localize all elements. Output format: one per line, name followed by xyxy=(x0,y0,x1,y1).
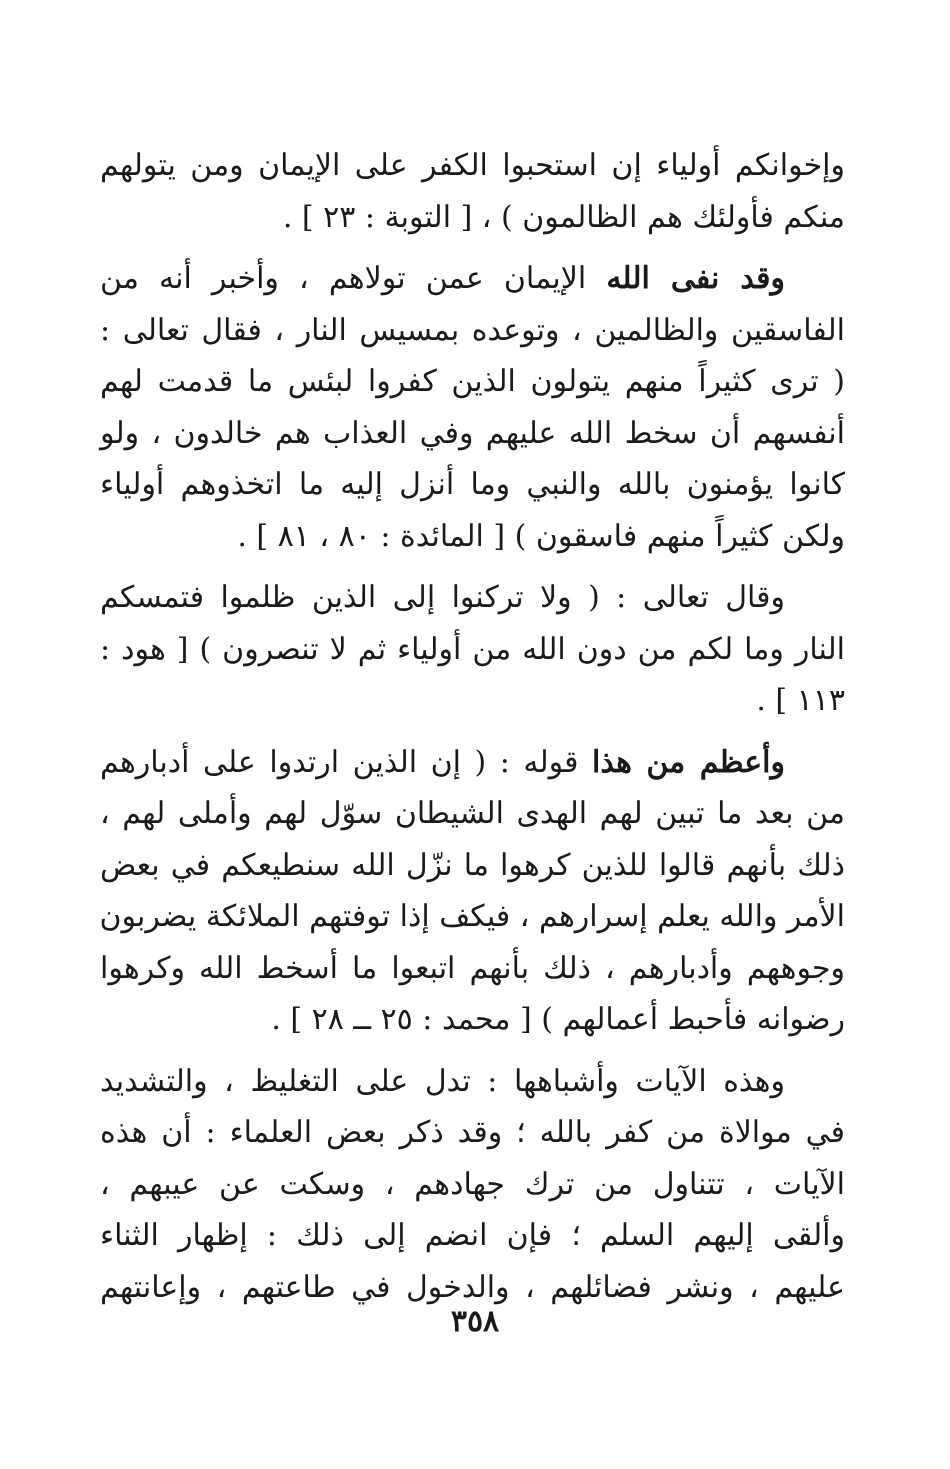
text-line: من بعد ما تبين لهم الهدى الشيطان سوّل لهم وأملى لهم ، xyxy=(100,796,845,831)
text-line-first xyxy=(100,1056,845,1108)
paragraph-5 xyxy=(100,1056,845,1314)
text-line: ( ترى كثيراً منهم يتولون الذين كفروا لبئس ما قدمت لهم xyxy=(100,364,845,399)
text-line-first xyxy=(100,572,845,624)
text-line: النار وما لكم من دون الله من أولياء ثم لا تنصرون ) [ هود : xyxy=(100,631,845,667)
paragraph-3 xyxy=(100,572,845,727)
text-line: رضوانه فأحبط أعمالهم ) [ محمد : ٢٥ ــ ٢٨ ] . xyxy=(271,1002,845,1037)
text-line: وألقى إليهم السلم ؛ فإن انضم إلى ذلك : إظهار الثناء xyxy=(100,1218,845,1253)
text-line: الأمر والله يعلم إسرارهم ، فيكف إذا توفتهم الملائكة يضربون xyxy=(99,899,845,934)
text-line: وجوههم وأدبارهم ، ذلك بأنهم اتبعوا ما أسخط الله وكرهوا xyxy=(100,950,845,986)
page-number: ٣٥٨ xyxy=(450,1304,500,1339)
text-line-first xyxy=(100,737,845,789)
text-line-rest: وهذه الآيات وأشباهها : تدل على التغليظ ، والتشديد xyxy=(100,1063,785,1099)
text-line: وإخوانكم أولياء إن استحبوا الكفر على الإيمان ومن يتولهم xyxy=(100,148,845,183)
text-line: الفاسقين والظالمين ، وتوعده بمسيس النار ، فقال تعالى : xyxy=(100,312,845,348)
page-body xyxy=(100,140,845,1323)
bold-lead-phrase: وقد نفى الله xyxy=(606,261,785,296)
paragraph-2 xyxy=(100,253,845,562)
text-line: الآيات ، تتناول من ترك جهادهم ، وسكت عن عيبهم ، xyxy=(100,1166,845,1202)
text-line: في موالاة من كفر بالله ؛ وقد ذكر بعض العلماء : أن هذه xyxy=(100,1115,845,1150)
text-line: منكم فأولئك هم الظالمون ) ، [ التوبة : ٢٣ ] . xyxy=(282,199,845,235)
text-line: أنفسهم أن سخط الله عليهم وفي العذاب هم خالدون ، ولو xyxy=(100,415,845,451)
text-line-rest: قوله : ( إن الذين ارتدوا على أدبارهم xyxy=(100,744,592,780)
paragraph-1 xyxy=(100,140,845,243)
text-line-rest: الإيمان عمن تولاهم ، وأخبر أنه من xyxy=(100,261,607,296)
text-line: ١١٣ ] . xyxy=(756,683,845,718)
paragraph-4 xyxy=(100,737,845,1046)
text-line-first xyxy=(100,253,845,305)
text-line: ولكن كثيراً منهم فاسقون ) [ المائدة : ٨٠ ، ٨١ ] . xyxy=(237,518,845,554)
text-line: ذلك بأنهم قالوا للذين كرهوا ما نزّل الله سنطيعكم في بعض xyxy=(100,847,845,883)
bold-lead-phrase: وأعظم من هذا xyxy=(592,744,785,780)
text-line-rest: وقال تعالى : ( ولا تركنوا إلى الذين ظلموا فتمسكم xyxy=(100,580,785,615)
text-line: عليهم ، ونشر فضائلهم ، والدخول في طاعتهم ، وإعانتهم xyxy=(100,1269,845,1305)
text-line: كانوا يؤمنون بالله والنبي وما أنزل إليه ما اتخذوهم أولياء xyxy=(100,467,845,502)
